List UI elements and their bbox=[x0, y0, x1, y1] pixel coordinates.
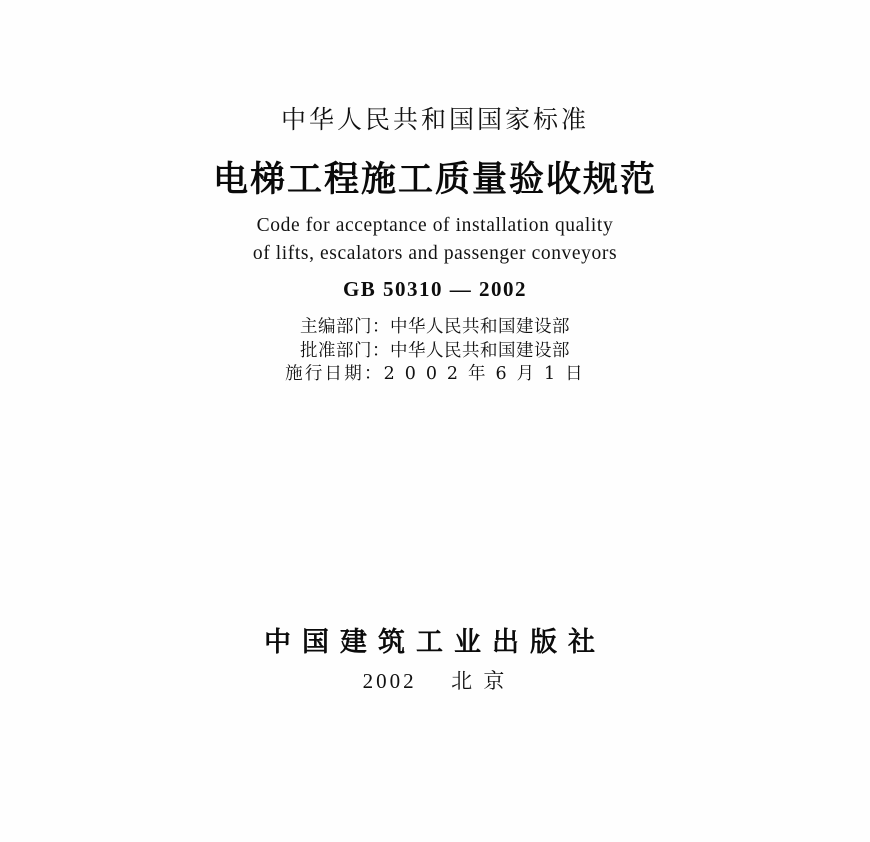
publish-year: 2002 bbox=[362, 669, 417, 693]
effective-date: 施行日期：2 0 0 2 年 6 月 1 日 bbox=[285, 364, 585, 384]
editing-department: 主编部门：中华人民共和国建设部 bbox=[300, 317, 570, 337]
publish-city: 北 京 bbox=[451, 669, 508, 693]
english-title bbox=[0, 212, 870, 268]
standard-code-number: GB 50310 — 2002 bbox=[342, 277, 528, 301]
publication-place bbox=[0, 665, 870, 695]
publisher-name: 中国建筑工业出版社 bbox=[264, 627, 606, 658]
english-title-line-2: of lifts, escalators and passenger conveyors bbox=[252, 243, 618, 264]
english-title-line-1: Code for acceptance of installation quality bbox=[256, 215, 614, 236]
approving-department: 批准部门：中华人民共和国建设部 bbox=[300, 340, 570, 361]
page-title: 电梯工程施工质量验收规范 bbox=[212, 159, 657, 200]
department-info bbox=[0, 316, 870, 387]
national-standard-heading: 中华人民共和国国家标准 bbox=[280, 105, 589, 134]
